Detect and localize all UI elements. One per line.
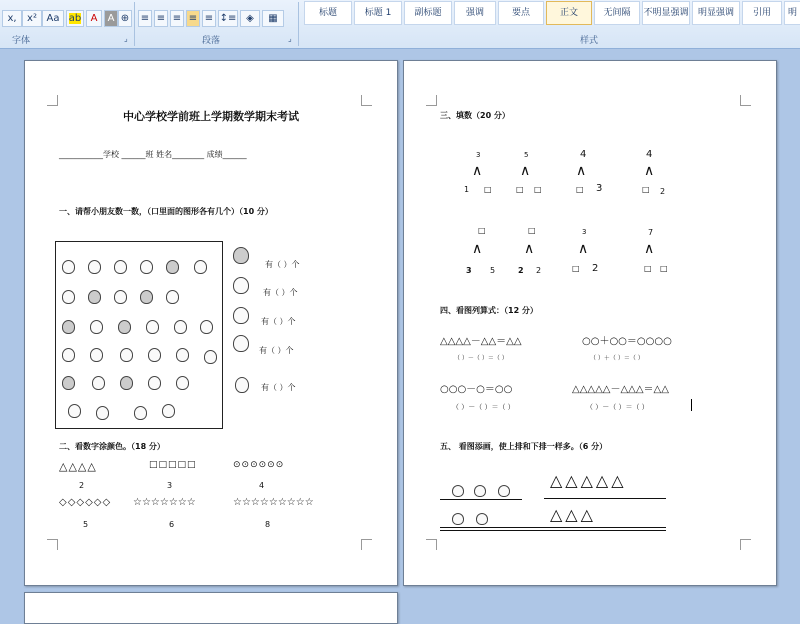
grape-icon	[62, 376, 75, 390]
styles-group-label: 样式	[580, 36, 599, 46]
crop-mark	[361, 95, 372, 106]
strawberry-icon	[235, 377, 249, 393]
color-symbols: ☆☆☆☆☆☆☆☆☆	[233, 497, 314, 508]
apple-icon	[474, 485, 486, 497]
split-sign: ∧	[472, 241, 483, 257]
split-right: 2	[536, 266, 542, 275]
equation-blank: （ ）－（ ）＝（ ）	[586, 403, 649, 411]
split-top-number: 4	[580, 149, 587, 160]
crop-mark	[361, 539, 372, 550]
color-symbols: ◇◇◇◇◇◇	[59, 497, 112, 508]
section-4-heading: 四、看图列算式：（12 分）	[440, 306, 538, 315]
split-top-number: 3	[582, 228, 587, 236]
apple-icon	[90, 348, 103, 362]
apple-icon	[176, 376, 189, 390]
grape-icon	[233, 247, 249, 264]
grape-icon	[140, 290, 153, 304]
apple-icon	[62, 348, 75, 362]
apple-icon	[498, 485, 510, 497]
split-left: 3	[466, 266, 472, 275]
split-top-number: □	[478, 226, 486, 235]
split-sign: ∧	[472, 163, 483, 179]
align-right-icon[interactable]: ≡	[170, 10, 184, 27]
align-left-icon[interactable]: ≡	[138, 10, 152, 27]
divider	[544, 498, 666, 499]
color-number: 4	[259, 481, 265, 490]
apple-icon	[233, 307, 249, 324]
line-spacing-icon[interactable]: ↕≡	[218, 10, 238, 27]
style-heading-1[interactable]: 标题 1	[354, 1, 402, 25]
paragraph-group-label: 段落	[202, 36, 221, 46]
pear-icon	[96, 406, 109, 420]
bottom-triangles: △△△	[550, 505, 596, 524]
student-info-line: ___________学校 ______班 姓名________ 成绩______	[59, 150, 247, 159]
fruit-answer: 有（ ）个	[265, 260, 300, 269]
style-normal[interactable]: 正文	[546, 1, 592, 25]
split-top-number: □	[528, 226, 536, 235]
style-strong[interactable]: 要点	[498, 1, 544, 25]
apple-icon	[452, 513, 464, 525]
crop-mark	[47, 95, 58, 106]
apple-icon	[476, 513, 488, 525]
split-top-number: 4	[646, 149, 653, 160]
section-3-heading: 三、填数（20 分）	[440, 111, 510, 120]
font-group-label: 字体	[12, 36, 31, 46]
color-symbols: ☆☆☆☆☆☆☆	[133, 497, 196, 508]
pear-icon	[176, 348, 189, 362]
ribbon-separator	[134, 2, 135, 46]
fruit-answer: 有（ ）个	[261, 317, 296, 326]
ribbon-separator	[298, 2, 299, 46]
style-more[interactable]: 明	[784, 1, 800, 25]
text-cursor	[691, 399, 692, 411]
equation-shapes: ○○＋○○＝○○○○	[582, 336, 672, 347]
crop-mark	[426, 95, 437, 106]
style-intense-emphasis[interactable]: 明显强调	[692, 1, 740, 25]
strawberry-icon	[68, 404, 81, 418]
subscript-button[interactable]: x,	[2, 10, 22, 27]
equation-blank: （ ）＋（ ）＝（ ）	[590, 355, 644, 362]
distributed-icon[interactable]: ≡	[202, 10, 216, 27]
split-sign: ∧	[520, 163, 531, 179]
split-sign: ∧	[576, 163, 587, 179]
style-no-spacing[interactable]: 无间隔	[594, 1, 640, 25]
equation-shapes: △△△△△－△△△＝△△	[572, 384, 669, 395]
enclose-character-icon[interactable]: ⊕	[118, 10, 132, 27]
style-emphasis[interactable]: 强调	[454, 1, 496, 25]
fruit-answer: 有（ ）个	[263, 288, 298, 297]
split-left: □	[642, 185, 650, 194]
apple-icon	[140, 260, 153, 274]
font-color-icon[interactable]: A	[86, 10, 102, 27]
equation-blank: （ ）－（ ）＝（ ）	[452, 403, 515, 411]
section-1-heading: 一、请帮小朋友数一数，（口里面的图形各有几个）（10 分）	[59, 207, 273, 216]
split-right: 3	[596, 183, 603, 194]
equation-shapes: ○○○－○＝○○	[440, 384, 513, 395]
split-sign: ∧	[644, 241, 655, 257]
strawberry-icon	[134, 406, 147, 420]
crop-mark	[47, 539, 58, 550]
apple-icon	[233, 277, 249, 294]
equation-shapes: △△△△－△△＝△△	[440, 336, 522, 347]
color-number: 8	[265, 520, 271, 529]
character-shading-icon[interactable]: A	[104, 10, 118, 27]
split-left: □	[572, 264, 580, 273]
style-heading[interactable]: 标题	[304, 1, 352, 25]
split-left: 1	[464, 185, 470, 194]
apple-icon	[120, 348, 133, 362]
grape-icon	[118, 320, 131, 334]
justify-icon[interactable]: ≡	[186, 10, 200, 27]
split-left: □	[516, 185, 524, 194]
pear-icon	[92, 376, 105, 390]
document-page-2[interactable]	[403, 60, 777, 586]
apple-icon	[452, 485, 464, 497]
split-right: 2	[592, 263, 599, 274]
color-number: 2	[79, 481, 85, 490]
split-right: □	[484, 185, 492, 194]
document-page-3[interactable]	[24, 592, 398, 624]
split-right: 2	[660, 187, 666, 196]
highlight-color-icon[interactable]: ab	[66, 10, 84, 27]
style-subtle-emphasis[interactable]: 不明显强调	[642, 1, 690, 25]
split-top-number: 5	[524, 151, 529, 159]
pear-icon	[233, 335, 249, 352]
crop-mark	[740, 95, 751, 106]
split-sign: ∧	[524, 241, 535, 257]
color-symbols: △△△△	[59, 460, 97, 473]
ribbon	[0, 0, 800, 49]
color-number: 3	[167, 481, 173, 490]
strawberry-icon	[204, 350, 217, 364]
grape-icon	[120, 376, 133, 390]
exam-title: 中心学校学前班上学期数学期末考试	[123, 110, 299, 123]
color-number: 5	[83, 520, 89, 529]
borders-icon[interactable]: ▦	[262, 10, 284, 27]
paragraph-dialog-launcher-icon[interactable]: ⌟	[288, 34, 292, 43]
style-subtitle[interactable]: 副标题	[404, 1, 452, 25]
apple-icon	[90, 320, 103, 334]
pear-icon	[148, 376, 161, 390]
split-sign: ∧	[644, 163, 655, 179]
grape-icon	[166, 260, 179, 274]
split-sign: ∧	[578, 241, 589, 257]
pear-icon	[62, 290, 75, 304]
crop-mark	[740, 539, 751, 550]
apple-icon	[174, 320, 187, 334]
split-right: □	[534, 185, 542, 194]
apple-icon	[114, 290, 127, 304]
divider	[440, 530, 666, 531]
section-5-heading: 五、 看图添画，使上排和下排一样多。（6 分）	[440, 442, 608, 451]
fruit-answer: 有（ ）个	[261, 383, 296, 392]
font-dialog-launcher-icon[interactable]: ⌟	[124, 34, 128, 43]
align-center-icon[interactable]: ≡	[154, 10, 168, 27]
apple-icon	[194, 260, 207, 274]
crop-mark	[426, 539, 437, 550]
top-triangles: △△△△△	[550, 471, 627, 490]
section-2-heading: 二、看数字涂颜色。（18 分）	[59, 442, 165, 451]
grape-icon	[88, 290, 101, 304]
pear-icon	[162, 404, 175, 418]
fruit-answer: 有（ ）个	[259, 346, 294, 355]
superscript-button[interactable]: x²	[22, 10, 42, 27]
split-right: □	[660, 264, 668, 273]
divider	[440, 527, 666, 528]
strawberry-icon	[62, 260, 75, 274]
split-left: □	[644, 264, 652, 273]
split-right: 5	[490, 266, 496, 275]
split-top-number: 7	[648, 228, 654, 237]
apple-icon	[88, 260, 101, 274]
color-symbols: □□□□□	[149, 460, 197, 470]
grape-icon	[62, 320, 75, 334]
fruit-picture-box	[55, 241, 223, 429]
color-number: 6	[169, 520, 175, 529]
pear-icon	[200, 320, 213, 334]
divider	[440, 499, 522, 500]
apple-icon	[146, 320, 159, 334]
apple-icon	[148, 348, 161, 362]
change-case-button[interactable]: Aa	[42, 10, 64, 27]
document-page-1[interactable]	[24, 60, 398, 586]
color-symbols: ⊙⊙⊙⊙⊙⊙	[233, 460, 285, 470]
shading-icon[interactable]: ◈	[240, 10, 260, 27]
split-left: □	[576, 185, 584, 194]
strawberry-icon	[166, 290, 179, 304]
pear-icon	[114, 260, 127, 274]
split-left: 2	[518, 266, 524, 275]
style-quote[interactable]: 引用	[742, 1, 782, 25]
split-top-number: 3	[476, 151, 481, 159]
equation-blank: （ ）－（ ）＝（ ）	[454, 355, 508, 362]
